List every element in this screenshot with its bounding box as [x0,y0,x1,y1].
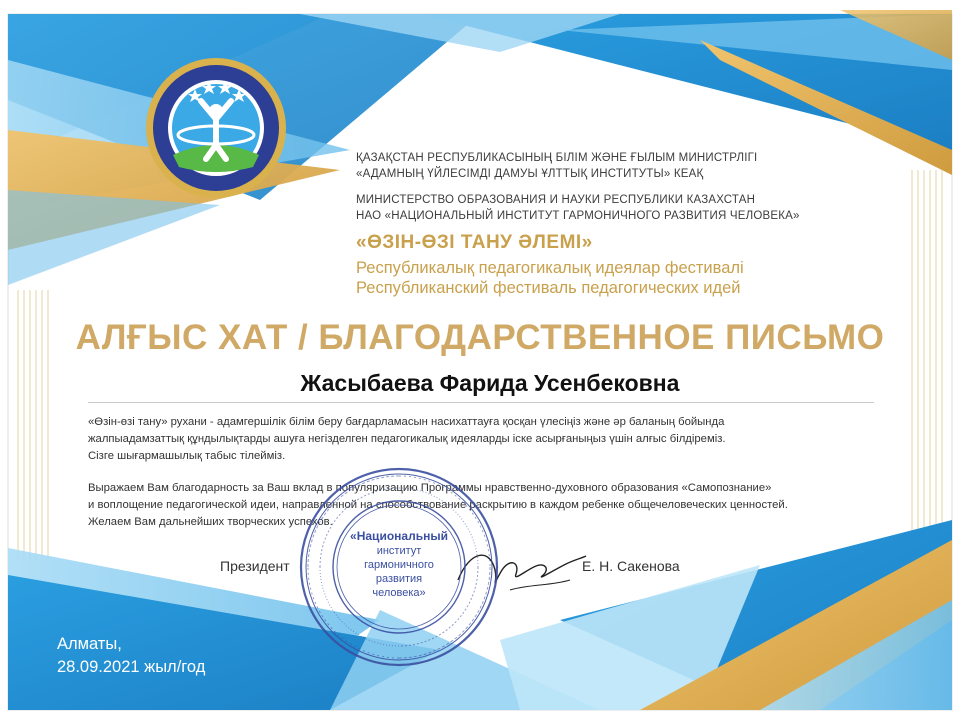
institute-logo [143,55,289,201]
body-ru-line: Выражаем Вам благодарность за Ваш вклад в популяризацию Программы нравственно-духовного образования «Самопознание» [88,482,772,494]
body-ru-line: Желаем Вам дальнейших творческих успехов. [88,516,333,528]
body-text-kz [88,414,888,465]
stamp-text-line: человека» [372,587,426,599]
stamp-text-line: развития [375,573,423,585]
issue-date: 28.09.2021 жыл/год [57,658,206,676]
official-stamp [296,464,502,670]
recipient-name: Жасыбаева Фарида Усенбековна [300,370,680,396]
body-kz-line: «Өзін-өзі тану» рухани - адамгершілік білім беру бағдарламасын насихаттауға қосқан үлесіңіз және әр баланың бойында [88,416,725,428]
festival-subtitle-ru: Республиканский фестиваль педагогических идей [356,279,741,297]
document-title: АЛҒЫС ХАТ / БЛАГОДАРСТВЕННОЕ ПИСЬМО [75,318,885,357]
issuer-header [356,150,916,224]
divider [88,402,874,403]
city: Алматы, [57,635,122,653]
stamp-text-line: гармоничного [364,559,434,571]
body-kz-line: Сізге шығармашылық табыс тілейміз. [88,450,286,462]
issuer-ru-line-1: МИНИСТЕРСТВО ОБРАЗОВАНИЯ И НАУКИ РЕСПУБЛИКИ КАЗАХСТАН [356,194,756,206]
festival-subtitle [356,258,744,298]
body-ru-line: и воплощение педагогической идеи, направленной на способствование раскрытию в каждом ребенке общечеловеческих ценностей. [88,499,788,511]
festival-subtitle-kz: Республикалық педагогикалық идеялар фестивалі [356,259,744,277]
issuer-kz-line-2: «АДАМНЫҢ ҮЙЛЕСІМДІ ДАМУЫ ҰЛТТЫҚ ИНСТИТУТЫ» КЕАҚ [356,168,704,180]
signatory-position: Президент [220,558,290,574]
stamp-text-line: институт [376,545,422,557]
body-kz-line: жалпыадамзаттық құндылықтарды ашуға негізделген педагогикалық идеяларды іске асырғаныңыз үшін алғыс білдіреміз. [88,433,726,445]
issuer-kz-line-1: ҚАЗАҚСТАН РЕСПУБЛИКАСЫНЫҢ БІЛІМ ЖӘНЕ ҒЫЛЫМ МИНИСТРЛІГІ [356,152,758,164]
issuer-ru-line-2: НАО «НАЦИОНАЛЬНЫЙ ИНСТИТУТ ГАРМОНИЧНОГО РАЗВИТИЯ ЧЕЛОВЕКА» [356,210,800,222]
place-and-date [57,633,205,679]
signatory-name: Е. Н. Сакенова [582,558,680,574]
festival-title: «ӨЗІН-ӨЗІ ТАНУ ӘЛЕМІ» [356,232,593,253]
stamp-text-line: «Национальный [350,529,448,543]
